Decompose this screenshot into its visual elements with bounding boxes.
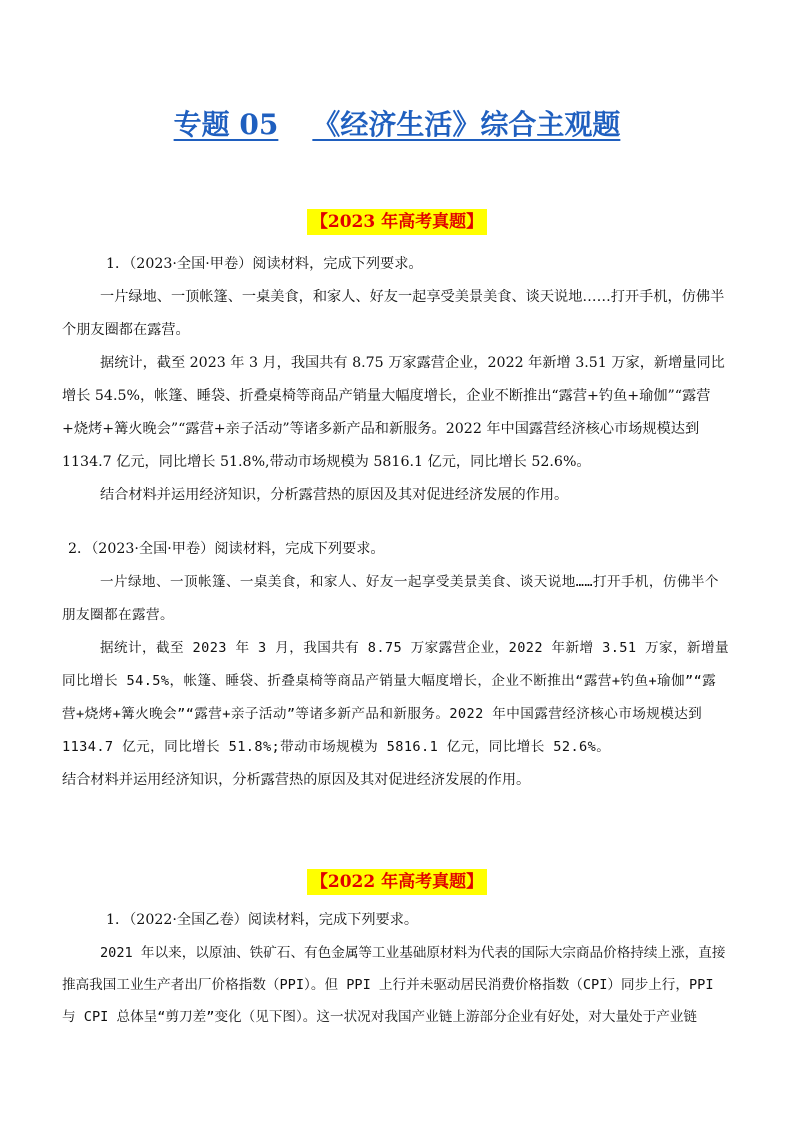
question-stem: 2．（2023·全国·甲卷）阅读材料，完成下列要求。 [68,541,385,557]
section-badge: 【2023 年高考真题】 [307,209,487,235]
section-heading-2023 [0,209,794,235]
question-block-1 [62,248,730,512]
question-stem: 1．（2023·全国·甲卷）阅读材料，完成下列要求。 [106,256,423,272]
material-paragraph: 一片绿地、一顶帐篷、一桌美食，和家人、好友一起享受美景美食、谈天说地……打开手机，仿佛半个朋友圈都在露营。 [62,289,725,338]
material-paragraph: 2021 年以来，以原油、铁矿石、有色金属等工业基础原材料为代表的国际大宗商品价格持续上涨，直接推高我国工业生产者出厂价格指数（PPI）。但 PPI 上行并未驱动居民消费价格指数（CPI）同步上行，PPI 与 CPI 总体呈“剪刀差”变化（见下图）。这一状况对我国产业链上游部分企业有好处，对大量处于产业链 [62,945,726,1025]
material-paragraph: 一片绿地、一顶帐篷、一桌美食，和家人、好友一起享受美景美食、谈天说地……打开手机，仿佛半个朋友圈都在露营。 [62,574,719,623]
question-block-2 [62,533,730,797]
question-requirement: 结合材料并运用经济知识，分析露营热的原因及其对促进经济发展的作用。 [62,772,531,788]
question-requirement: 结合材料并运用经济知识，分析露营热的原因及其对促进经济发展的作用。 [100,487,569,503]
section-badge: 【2022 年高考真题】 [307,869,487,895]
material-paragraph: 据统计，截至 2023 年 3 月，我国共有 8.75 万家露营企业，2022 年新增 3.51 万家，新增量同比增长 54.5%，帐篷、睡袋、折叠桌椅等商品产销量大幅度增长，企业不断推出“露营+钓鱼+瑜伽”“露营+烧烤+篝火晚会”“露营+亲子活动”等诸多新产品和新服务。2022 年中国露营经济核心市场规模达到 1134.7 亿元，同比增长 51.8%,带动市场规模为 5816.1 亿元，同比增长 52.6%。 [62,355,725,470]
page-title [0,103,794,143]
title-topic-name: 《经济生活》综合主观题 [312,108,621,141]
question-block-3 [62,904,730,1033]
section-heading-2022 [0,869,794,895]
material-paragraph: 据统计，截至 2023 年 3 月，我国共有 8.75 万家露营企业，2022 年新增 3.51 万家，新增量同比增长 54.5%，帐篷、睡袋、折叠桌椅等商品产销量大幅度增长，企业不断推出“露营+钓鱼+瑜伽”“露营+烧烤+篝火晚会”“露营+亲子活动”等诸多新产品和新服务。2022 年中国露营经济核心市场规模达到 1134.7 亿元，同比增长 51.8%;带动市场规模为 5816.1 亿元，同比增长 52.6%。 [62,640,730,755]
title-topic-number: 专题 05 [173,108,279,141]
question-stem: 1．（2022·全国乙卷）阅读材料，完成下列要求。 [106,912,419,928]
